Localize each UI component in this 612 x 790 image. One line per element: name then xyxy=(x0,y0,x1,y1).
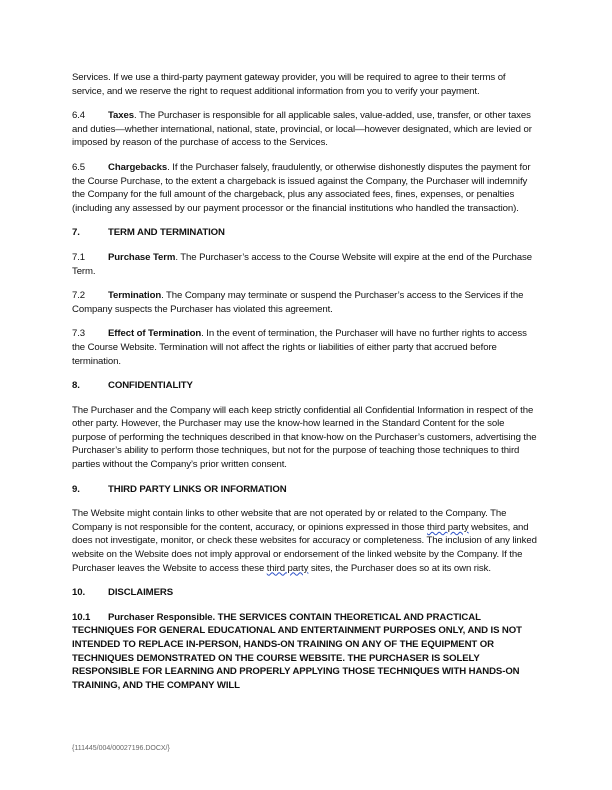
section-number: 6.4 xyxy=(72,110,86,122)
section-7-3 xyxy=(72,327,540,368)
spellcheck-underlined-text: third party xyxy=(266,562,309,574)
section-text: . The Purchaser’s access to the Course Website will expire at the end of the Purchase Term. xyxy=(72,251,532,277)
paragraph-confidentiality: The Purchaser and the Company will each keep strictly confidential all Confidential Information in respect of the other party. However, the Purchaser may use the know-how learned in the Standard Content for the sole purpose of performing the techniques described in that know-how on the Purchaser’s customers, advertising the Purchaser’s ability to perform those techniques, but not for the purpose of teaching those techniques to third parties without the Company’s prior written consent. xyxy=(72,404,537,471)
section-7-1 xyxy=(72,251,540,278)
section-number: 7.2 xyxy=(72,290,86,302)
section-6-4 xyxy=(72,109,540,150)
section-number: 6.5 xyxy=(72,161,86,173)
heading-title: DISCLAIMERS xyxy=(108,587,173,599)
section-text: . If the Purchaser falsely, fraudulently, or otherwise dishonestly disputes the payment for the Course Purchase, to the extent a chargeback is issued against the Company, the Purchaser will indemnify the Company for the full amount of the chargeback, plus any associated fees, fines, expenses, or penalties (including any assessed by our payment processor or the financial institutions who handled the transaction). xyxy=(72,161,531,214)
section-text: . In the event of termination, the Purchaser will have no further rights to access the Course Website. Termination will not affect the rights or liabilities of either party that accrued before termination. xyxy=(72,328,527,367)
section-number: 10.1 xyxy=(72,611,91,623)
heading-number: 9. xyxy=(72,483,80,495)
section-number: 7.3 xyxy=(72,328,86,340)
section-text: . THE SERVICES CONTAIN THEORETICAL AND PRACTICAL TECHNIQUES FOR GENERAL EDUCATIONAL AND ENTERTAINMENT PURPOSES ONLY, AND IS NOT INTENDED TO REPLACE IN-PERSON, HANDS-ON TRAINING ON ANY OF THE EQUIPMENT OR TECHNIQUES DEMONSTRATED ON THE COURSE WEBSITE. THE PURCHASER IS SOLELY RESPONSIBLE FOR LEARNING AND PROPERLY APPLYING THOSE TECHNIQUES WITH HANDS-ON TRAINING, AND THE COMPANY WILL xyxy=(72,611,522,691)
heading-9 xyxy=(72,483,540,497)
section-title: Chargebacks xyxy=(108,161,168,173)
heading-number: 10. xyxy=(72,587,86,599)
text-segment: sites, the Purchaser does so at its own risk. xyxy=(308,562,491,574)
section-text: . The Company may terminate or suspend the Purchaser’s access to the Services if the Company suspects the Purchaser has violated this agreement. xyxy=(72,290,524,315)
heading-title: TERM AND TERMINATION xyxy=(108,227,225,239)
heading-8 xyxy=(72,379,540,393)
section-title: Purchaser Responsible xyxy=(108,611,213,623)
section-6-5 xyxy=(72,161,540,215)
section-number: 7.1 xyxy=(72,251,86,263)
section-title: Taxes xyxy=(108,110,134,122)
text-segment: websites, and does not investigate, monitor, or check these websites for accuracy or completeness. The inclusion of any linked website on the Website does not imply approval or endorsement of the linked website by the Company. If the Purchaser leaves the Website to access these xyxy=(72,521,537,574)
spellcheck-underlined-text: third party xyxy=(427,521,469,533)
heading-title: THIRD PARTY LINKS OR INFORMATION xyxy=(108,483,287,495)
heading-title: CONFIDENTIALITY xyxy=(108,380,193,392)
paragraph-intro: Services. If we use a third-party payment gateway provider, you will be required to agree to their terms of service, and we reserve the right to request additional information from you to verify your payment. xyxy=(72,72,506,97)
section-title: Termination xyxy=(108,290,162,302)
section-7-2 xyxy=(72,289,540,316)
text-segment: The Website might contain links to other website that are not operated by or related to the Company. The Company is not responsible for the content, accuracy, or opinions expressed in those xyxy=(72,508,507,533)
document-body xyxy=(72,71,540,703)
section-title: Effect of Termination xyxy=(108,328,202,340)
heading-number: 8. xyxy=(72,380,80,392)
document-footer: {111445/004/00027196.DOCX/} xyxy=(72,745,170,752)
heading-number: 7. xyxy=(72,227,80,239)
heading-10 xyxy=(72,586,540,600)
section-title: Purchase Term xyxy=(108,251,176,263)
section-10-1 xyxy=(72,611,540,693)
paragraph-third-party xyxy=(72,507,540,575)
section-text: . The Purchaser is responsible for all applicable sales, value-added, use, transfer, or other taxes and duties—whether international, national, state, provincial, or local—however designated, which are levied or imposed by reason of the purchase of access to the Services. xyxy=(72,110,532,149)
heading-7 xyxy=(72,226,540,240)
